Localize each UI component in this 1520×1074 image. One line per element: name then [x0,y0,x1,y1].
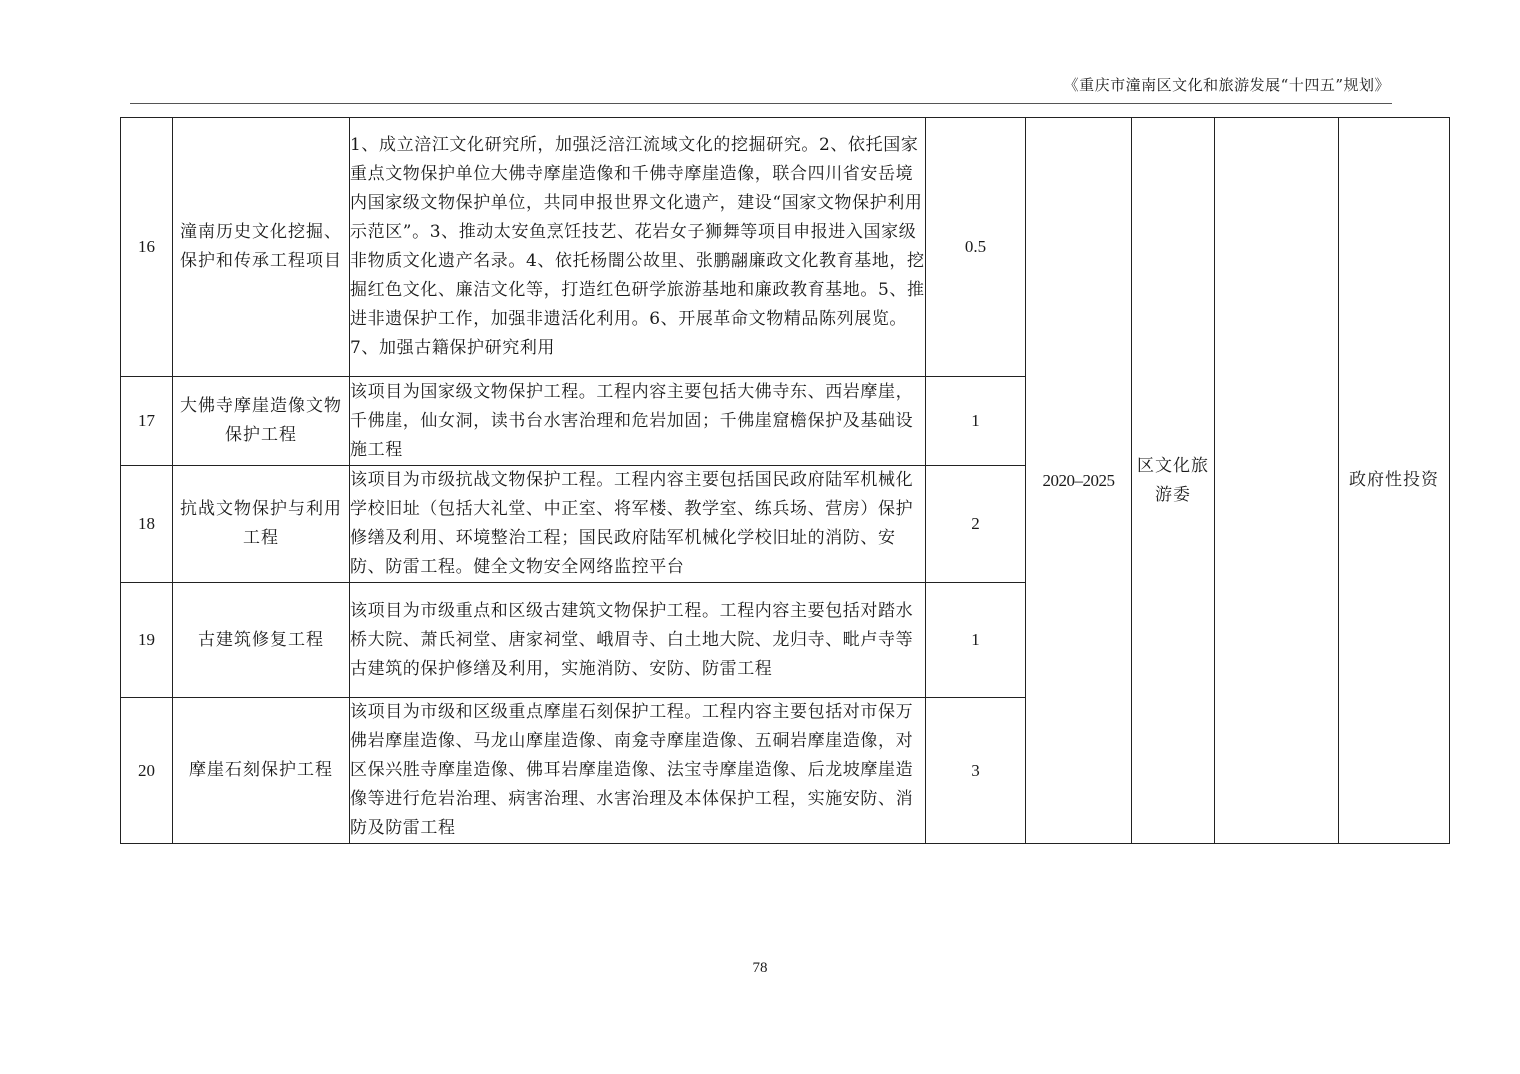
project-description: 该项目为市级抗战文物保护工程。工程内容主要包括国民政府陆军机械化学校旧址（包括大礼堂、中正室、将军楼、教学室、练兵场、营房）保护修缮及利用、环境整治工程；国民政府陆军机械化学校旧址的消防、安防、防雷工程。健全文物安全网络监控平台 [350,466,926,583]
investment-amount: 3 [926,698,1026,844]
project-description: 1、成立涪江文化研究所，加强泛涪江流域文化的挖掘研究。2、依托国家重点文物保护单位大佛寺摩崖造像和千佛寺摩崖造像，联合四川省安岳境内国家级文物保护单位，共同申报世界文化遗产，建设“国家文物保护利用示范区”。3、推动太安鱼烹饪技艺、花岩女子狮舞等项目申报进入国家级非物质文化遗产名录。4、依托杨闇公故里、张鹏翮廉政文化教育基地，挖掘红色文化、廉洁文化等，打造红色研学旅游基地和廉政教育基地。5、推进非遗保护工作，加强非遗活化利用。6、开展革命文物精品陈列展览。7、加强古籍保护研究利用 [350,118,926,377]
table-row [121,118,1450,377]
investment-amount: 2 [926,466,1026,583]
project-table [120,117,1450,844]
project-name: 摩崖石刻保护工程 [173,698,350,844]
responsible-unit: 区文化旅游委 [1132,118,1215,844]
row-number: 19 [121,583,173,698]
investment-amount: 1 [926,583,1026,698]
project-name: 抗战文物保护与利用工程 [173,466,350,583]
construction-period: 2020–2025 [1026,118,1132,844]
project-name: 大佛寺摩崖造像文物保护工程 [173,377,350,466]
project-description: 该项目为国家级文物保护工程。工程内容主要包括大佛寺东、西岩摩崖，千佛崖，仙女洞，读书台水害治理和危岩加固；千佛崖窟檐保护及基础设施工程 [350,377,926,466]
row-number: 20 [121,698,173,844]
header-divider [130,103,1392,104]
row-number: 17 [121,377,173,466]
page-number: 78 [752,960,768,976]
investment-amount: 0.5 [926,118,1026,377]
project-description: 该项目为市级重点和区级古建筑文物保护工程。工程内容主要包括对踏水桥大院、萧氏祠堂、唐家祠堂、峨眉寺、白土地大院、龙归寺、毗卢寺等古建筑的保护修缮及利用，实施消防、安防、防雷工程 [350,583,926,698]
funding-source: 政府性投资 [1339,118,1450,844]
investment-amount: 1 [926,377,1026,466]
row-number: 18 [121,466,173,583]
document-header-title: 《重庆市潼南区文化和旅游发展“十四五”规划》 [1063,76,1390,94]
project-name: 古建筑修复工程 [173,583,350,698]
empty-cell [1215,118,1339,844]
project-name: 潼南历史文化挖掘、保护和传承工程项目 [173,118,350,377]
row-number: 16 [121,118,173,377]
project-description: 该项目为市级和区级重点摩崖石刻保护工程。工程内容主要包括对市保万佛岩摩崖造像、马龙山摩崖造像、南龛寺摩崖造像、五硐岩摩崖造像，对区保兴胜寺摩崖造像、佛耳岩摩崖造像、法宝寺摩崖造像、后龙坡摩崖造像等进行危岩治理、病害治理、水害治理及本体保护工程，实施安防、消防及防雷工程 [350,698,926,844]
